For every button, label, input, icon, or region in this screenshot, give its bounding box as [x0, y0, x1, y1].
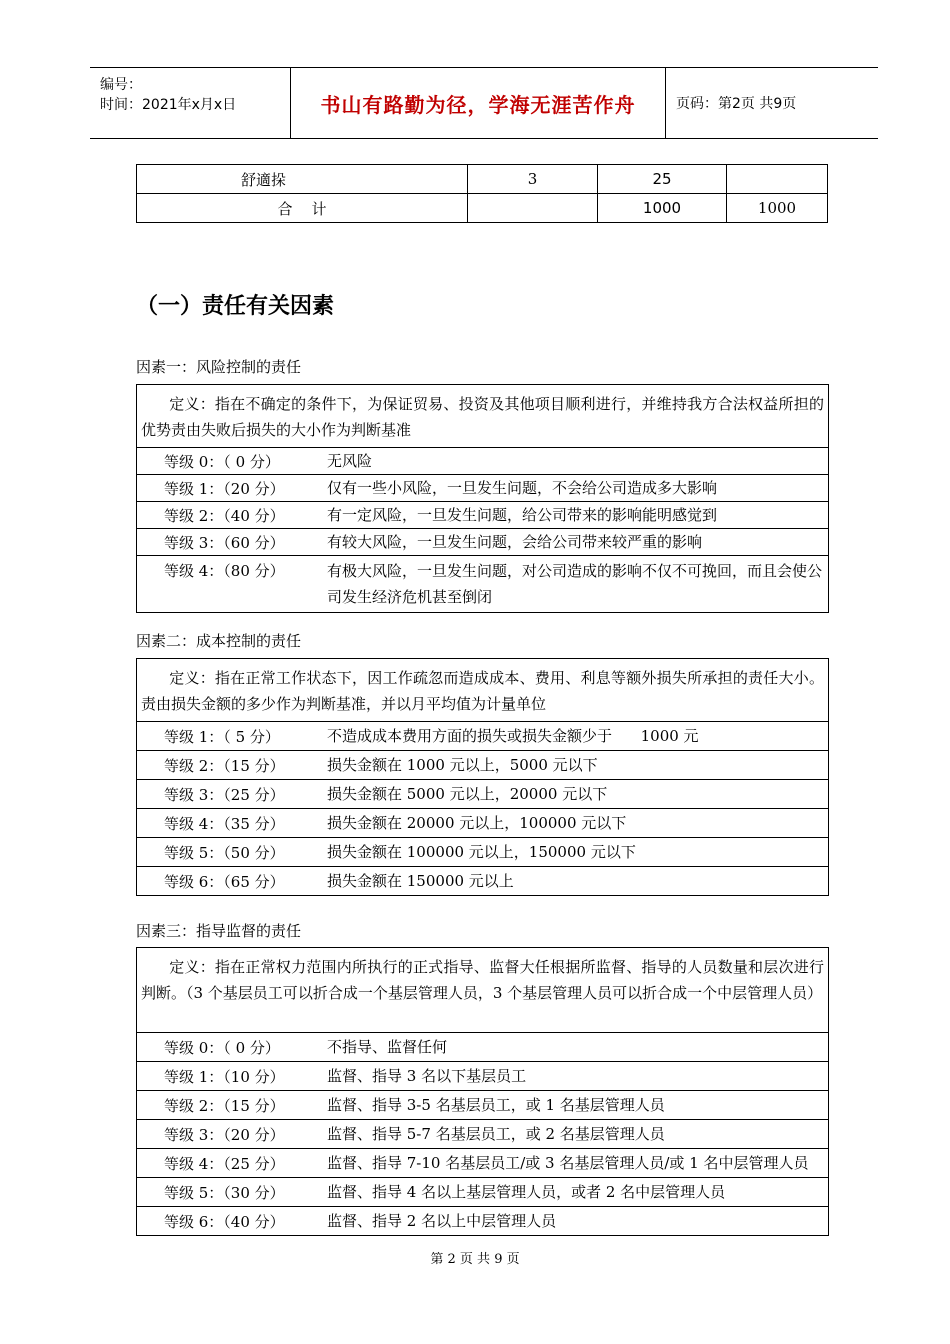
level-label: 等级 4：（25 分） [164, 1154, 285, 1173]
table-cell: 1000 [727, 194, 828, 223]
level-label: 等级 2：（15 分） [164, 1096, 285, 1115]
level-text: 损失金额在 150000 元以上 [327, 872, 514, 890]
summary-table [136, 164, 828, 223]
level-text: 损失金额在 20000 元以上，100000 元以下 [327, 814, 627, 832]
level-text: 有一定风险，一旦发生问题，给公司带来的影响能明感觉到 [327, 506, 718, 524]
document-number-label: 编号： [100, 77, 142, 93]
factor-definition: 定义：指在不确定的条件下，为保证贸易、投资及其他项目顺利进行，并维持我方合法权益所担的优势责由失败后损失的大小作为判断基准 [137, 385, 829, 448]
level-label: 等级 6：（40 分） [164, 1212, 285, 1231]
level-text: 无风险 [327, 452, 373, 470]
table-row [137, 1091, 829, 1120]
level-label: 等级 0：（ 0 分） [164, 452, 280, 471]
section-title: （一）责任有关因素 [136, 294, 335, 319]
level-text: 监督、指导 3 名以下基层员工 [327, 1067, 527, 1085]
table-cell: 合 计 [137, 194, 468, 223]
level-label: 等级 0：（ 0 分） [164, 1038, 280, 1057]
level-label: 等级 2：（40 分） [164, 506, 285, 525]
level-text: 不指导、监督任何 [327, 1038, 448, 1056]
page-header [90, 67, 878, 139]
table-cell [727, 165, 828, 194]
table-row [137, 475, 829, 502]
level-label: 等级 3：（25 分） [164, 785, 285, 804]
table-row [137, 556, 829, 613]
level-text: 监督、指导 2 名以上中层管理人员 [327, 1212, 557, 1230]
table-row [137, 867, 829, 896]
table-row [137, 1120, 829, 1149]
table-row [137, 1149, 829, 1178]
level-text: 监督、指导 7-10 名基层员工/或 3 名基层管理人员/或 1 名中层管理人员 [327, 1154, 809, 1172]
table-row [137, 838, 829, 867]
page-footer: 第 2 页 共 9 页 [430, 1252, 520, 1267]
level-label: 等级 1：（10 分） [164, 1067, 285, 1086]
factor-caption: 因素二：成本控制的责任 [136, 632, 302, 650]
level-label: 等级 3：（60 分） [164, 533, 285, 552]
level-text: 监督、指导 5-7 名基层员工，或 2 名基层管理人员 [327, 1125, 665, 1143]
level-label: 等级 5：（50 分） [164, 843, 285, 862]
level-label: 等级 6：（65 分） [164, 872, 285, 891]
document-time-label: 时间：2021年x月x日 [100, 97, 237, 113]
table-row [137, 165, 828, 194]
level-text: 损失金额在 5000 元以上，20000 元以下 [327, 785, 608, 803]
header-meta [90, 68, 290, 138]
table-row [137, 948, 829, 1033]
header-motto-cell [290, 68, 666, 138]
header-page-number: 页码：第2页 共9页 [676, 96, 797, 112]
level-label: 等级 2：（15 分） [164, 756, 285, 775]
level-text: 监督、指导 4 名以上基层管理人员，或者 2 名中层管理人员 [327, 1183, 726, 1201]
table-row [137, 780, 829, 809]
level-text: 仅有一些小风险，一旦发生问题，不会给公司造成多大影响 [327, 479, 718, 497]
header-motto: 书山有路勤为径，学海无涯苦作舟 [320, 92, 636, 117]
level-label: 等级 1：（20 分） [164, 479, 285, 498]
table-cell: 25 [598, 165, 727, 194]
level-label: 等级 3：（20 分） [164, 1125, 285, 1144]
table-row [137, 529, 829, 556]
table-row [137, 1178, 829, 1207]
table-cell: 3 [468, 165, 598, 194]
level-label: 等级 5：（30 分） [164, 1183, 285, 1202]
level-text: 损失金额在 1000 元以上，5000 元以下 [327, 756, 598, 774]
level-text: 损失金额在 100000 元以上，150000 元以下 [327, 843, 636, 861]
factor-caption: 因素三：指导监督的责任 [136, 922, 302, 940]
table-row [137, 502, 829, 529]
table-cell: 舒適挆 [137, 165, 468, 194]
table-row [137, 1062, 829, 1091]
level-label: 等级 1：（ 5 分） [164, 727, 280, 746]
level-label: 等级 4：（80 分） [164, 562, 285, 580]
header-page-cell [666, 68, 878, 138]
factor-definition: 定义：指在正常工作状态下，因工作疏忽而造成成本、费用、利息等额外损失所承担的责任大小。责由损失金额的多少作为判断基准，并以月平均值为计量单位 [137, 659, 829, 722]
table-row [137, 1033, 829, 1062]
table-row [137, 385, 829, 448]
table-cell [468, 194, 598, 223]
level-text: 有极大风险，一旦发生问题，对公司造成的影响不仅不可挽回，而且会使公司发生经济危机甚至倒闭 [327, 562, 823, 606]
level-text: 监督、指导 3-5 名基层员工，或 1 名基层管理人员 [327, 1096, 665, 1114]
table-row [137, 751, 829, 780]
level-text: 有较大风险，一旦发生问题，会给公司带来较严重的影响 [327, 533, 703, 551]
factor-table-supervision [136, 947, 829, 1236]
table-row [137, 448, 829, 475]
level-label: 等级 4：（35 分） [164, 814, 285, 833]
table-row [137, 722, 829, 751]
table-row [137, 659, 829, 722]
factor-definition: 定义：指在正常权力范围内所执行的正式指导、监督大任根据所监督、指导的人员数量和层次进行判断。（3 个基层员工可以折合成一个基层管理人员，3 个基层管理人员可以折合成一个中层管理人员） [137, 948, 829, 1033]
table-row [137, 194, 828, 223]
factor-table-cost [136, 658, 829, 896]
table-row [137, 1207, 829, 1236]
table-cell: 1000 [598, 194, 727, 223]
factor-caption: 因素一：风险控制的责任 [136, 358, 302, 376]
factor-table-risk [136, 384, 829, 613]
level-text: 不造成成本费用方面的损失或损失金额少于 1000 元 [327, 727, 699, 745]
table-row [137, 809, 829, 838]
